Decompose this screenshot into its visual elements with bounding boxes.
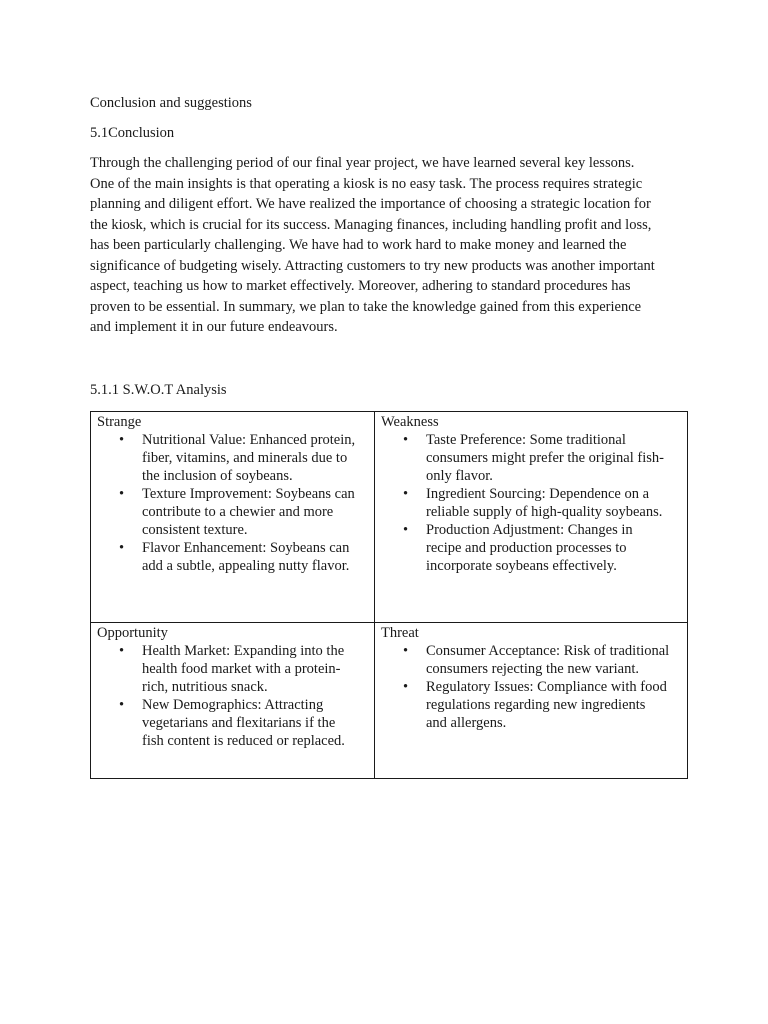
bullet-icon: •	[119, 486, 125, 502]
swot-cell-title: Strange	[97, 414, 142, 430]
bullet-text-line: Health Market: Expanding into the	[142, 643, 345, 659]
bullet-text-line: New Demographics: Attracting	[142, 697, 324, 713]
bullet-text-line: only flavor.	[426, 468, 493, 484]
bullet-item	[381, 521, 681, 575]
bullet-item	[97, 696, 368, 750]
bullet-text-line: consumers might prefer the original fish-	[426, 450, 664, 466]
bullet-text-line: Regulatory Issues: Compliance with food	[426, 679, 667, 695]
bullet-text-line: and allergens.	[426, 715, 507, 731]
paragraph-line: the kiosk, which is crucial for its success. Managing finances, including handling profit and loss,	[90, 216, 652, 233]
paragraph-line: aspect, teaching us how to market effectively. Moreover, adhering to standard procedures has	[90, 278, 631, 294]
bullet-item	[97, 431, 368, 485]
bullet-icon: •	[403, 432, 409, 448]
bullet-text-line: health food market with a protein-	[142, 661, 341, 677]
bullet-icon: •	[119, 643, 125, 659]
swot-cell-title: Opportunity	[97, 625, 168, 641]
bullet-item	[97, 539, 368, 575]
bullet-text-line: fiber, vitamins, and minerals due to	[142, 450, 348, 466]
bullet-text-line: Ingredient Sourcing: Dependence on a	[426, 486, 650, 502]
swot-cell-strange	[91, 412, 375, 623]
bullet-icon: •	[119, 432, 125, 448]
bullet-text-line: Taste Preference: Some traditional	[426, 432, 626, 448]
bullet-icon: •	[119, 540, 125, 556]
bullet-item	[381, 678, 681, 732]
bullet-text-line: Texture Improvement: Soybeans can	[142, 486, 355, 502]
bullet-text-line: consistent texture.	[142, 522, 248, 538]
bullet-text-line: Nutritional Value: Enhanced protein,	[142, 432, 356, 448]
bullet-text-line: recipe and production processes to	[426, 540, 627, 556]
bullet-text-line: incorporate soybeans effectively.	[426, 558, 617, 574]
bullet-item	[381, 485, 681, 521]
swot-table	[90, 411, 688, 779]
bullet-item	[97, 485, 368, 539]
bullet-item	[381, 431, 681, 485]
bullet-icon: •	[403, 679, 409, 695]
conclusion-paragraph	[90, 153, 690, 338]
paragraph-line: Through the challenging period of our final year project, we have learned several key lessons.	[90, 155, 635, 171]
bullet-list	[97, 431, 368, 575]
bullet-text-line: add a subtle, appealing nutty flavor.	[142, 558, 350, 574]
bullet-text-line: rich, nutritious snack.	[142, 679, 268, 695]
paragraph-line: significance of budgeting wisely. Attracting customers to try new products was another important	[90, 257, 655, 274]
bullet-text-line: contribute to a chewier and more	[142, 504, 334, 520]
bullet-list	[381, 642, 681, 732]
bullet-item	[381, 642, 681, 678]
bullet-icon: •	[119, 697, 125, 713]
bullet-item	[97, 642, 368, 696]
paragraph-line: proven to be essential. In summary, we plan to take the knowledge gained from this experience	[90, 298, 642, 315]
bullet-list	[97, 642, 368, 750]
bullet-text-line: regulations regarding new ingredients	[426, 697, 646, 713]
bullet-text-line: reliable supply of high-quality soybeans.	[426, 504, 663, 520]
paragraph-line: planning and diligent effort. We have realized the importance of choosing a strategic location for	[90, 196, 651, 212]
swot-heading: 5.1.1 S.W.O.T Analysis	[90, 382, 227, 398]
bullet-text-line: fish content is reduced or replaced.	[142, 733, 345, 749]
bullet-icon: •	[403, 486, 409, 502]
subsection-heading: 5.1Conclusion	[90, 125, 175, 141]
bullet-text-line: Production Adjustment: Changes in	[426, 522, 633, 538]
swot-cell-weakness	[375, 412, 688, 623]
swot-cell-title: Threat	[381, 625, 419, 641]
section-heading: Conclusion and suggestions	[90, 95, 252, 111]
swot-cell-threat	[375, 623, 688, 779]
bullet-list	[381, 431, 681, 575]
bullet-text-line: consumers rejecting the new variant.	[426, 661, 639, 677]
swot-cell-title: Weakness	[381, 414, 439, 430]
bullet-text-line: the inclusion of soybeans.	[142, 468, 293, 484]
bullet-text-line: Flavor Enhancement: Soybeans can	[142, 540, 350, 556]
bullet-text-line: Consumer Acceptance: Risk of traditional	[426, 643, 670, 659]
paragraph-line: has been particularly challenging. We have had to work hard to make money and learned the	[90, 237, 627, 253]
paragraph-line: and implement it in our future endeavours.	[90, 319, 338, 335]
bullet-icon: •	[403, 643, 409, 659]
bullet-text-line: vegetarians and flexitarians if the	[142, 715, 336, 731]
swot-cell-opportunity	[91, 623, 375, 779]
bullet-icon: •	[403, 522, 409, 538]
paragraph-line: One of the main insights is that operating a kiosk is no easy task. The process requires strategic	[90, 175, 643, 192]
